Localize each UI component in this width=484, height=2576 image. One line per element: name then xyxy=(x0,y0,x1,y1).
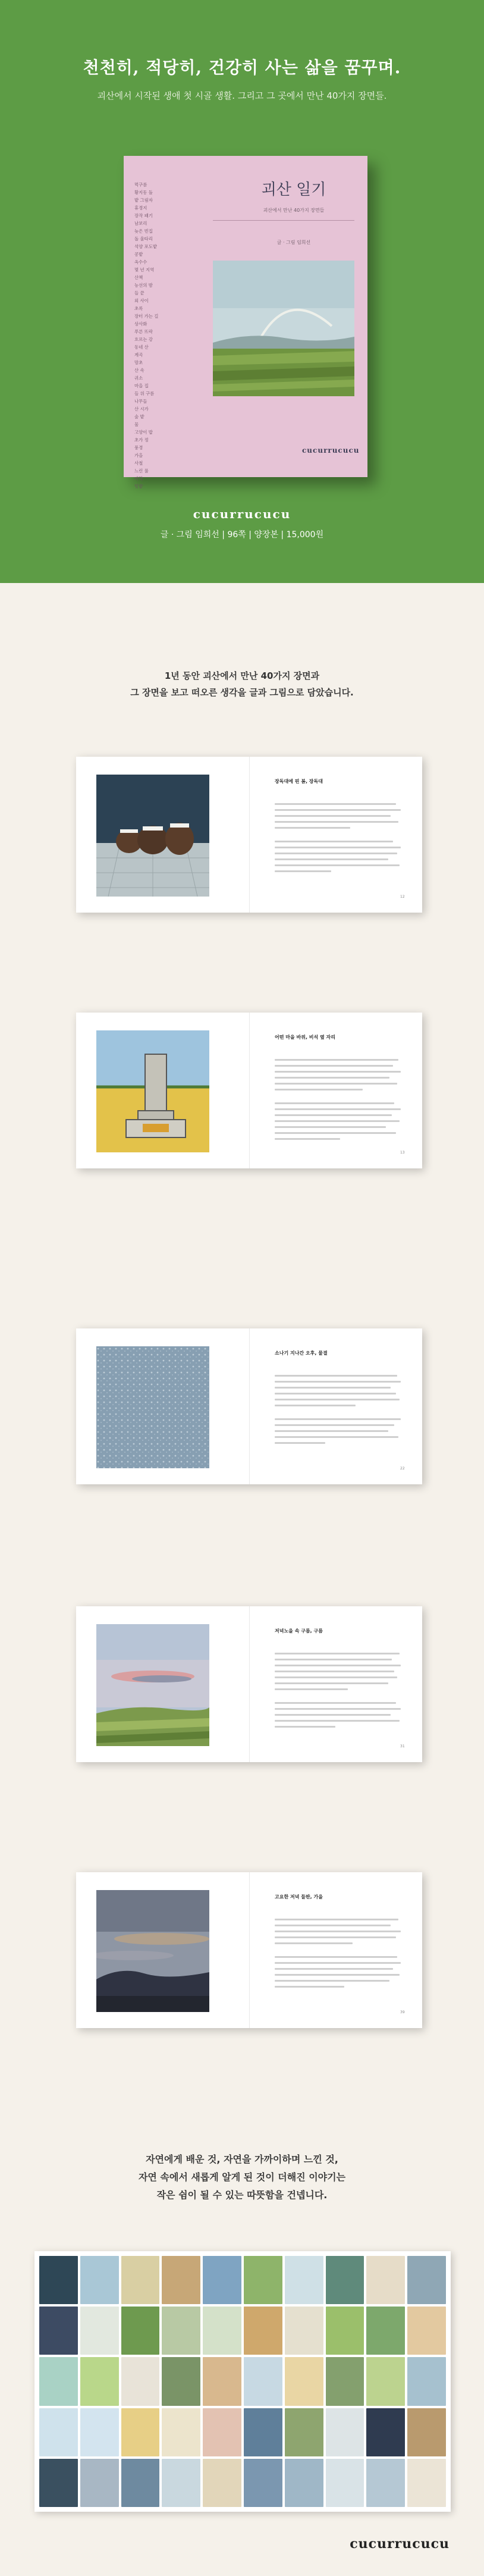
page-number: 22 xyxy=(400,1466,405,1471)
toc-item: 나무들 xyxy=(134,399,147,404)
book-spread xyxy=(76,1013,422,1168)
thumbnail-tile xyxy=(162,2307,200,2355)
page-fold xyxy=(249,757,250,913)
toc-item: 밭 그림자 xyxy=(134,198,153,203)
thumbnail-tile xyxy=(366,2459,405,2507)
thumbnail-tile xyxy=(80,2256,119,2304)
thumbnail-tile xyxy=(80,2307,119,2355)
toc-item: 동네 산 xyxy=(134,344,149,350)
spread-heading: 저녁노을 속 구름, 구름 xyxy=(275,1628,323,1634)
thumbnail-tile xyxy=(366,2307,405,2355)
thumbnail-tile xyxy=(80,2357,119,2405)
thumbnail-tile xyxy=(121,2307,160,2355)
spread-body-text xyxy=(275,1059,401,1144)
toc-item: 황지동 돌 xyxy=(134,190,153,195)
page-number: 31 xyxy=(400,1744,405,1748)
thumbnail-tile xyxy=(39,2459,78,2507)
toc-item: 푸른 뜨락 xyxy=(134,329,153,334)
spread-heading: 고요한 저녁 들판, 가을 xyxy=(275,1894,323,1900)
toc-item: 마을 집 xyxy=(134,383,149,388)
cover-toc xyxy=(134,181,188,490)
thumbnail-tile xyxy=(162,2256,200,2304)
intro-line: 1년 동안 괴산에서 만난 40가지 장면과 xyxy=(164,670,320,681)
thumbnail-tile xyxy=(39,2408,78,2456)
thumbnail-tile xyxy=(244,2459,282,2507)
toc-item: 텃밭 xyxy=(134,484,143,489)
subheadline: 괴산에서 시작된 생애 첫 시골 생활. 그리고 그 곳에서 만난 40가지 장면들. xyxy=(97,90,387,101)
spread-illustration xyxy=(96,775,209,897)
toc-item: 망초 xyxy=(134,360,143,365)
book-tagline: 괴산에서 만난 40가지 장면들 xyxy=(263,208,325,213)
thumbnail-tile xyxy=(121,2357,160,2405)
divider xyxy=(213,220,354,221)
toc-item: 풍경 xyxy=(134,445,143,450)
book-spread xyxy=(76,757,422,913)
thumbnail-tile xyxy=(80,2459,119,2507)
book-spread xyxy=(76,1872,422,2028)
spread-heading: 어떤 마을 바위, 비석 옆 자리 xyxy=(275,1035,335,1040)
thumbnail-tile xyxy=(121,2408,160,2456)
toc-item: 들 끝 xyxy=(134,290,144,296)
thumbnail-tile xyxy=(285,2357,323,2405)
toc-item: 고양이 밥 xyxy=(134,430,153,435)
intro-line: 그 장면을 보고 떠오른 생각을 글과 그림으로 담았습니다. xyxy=(130,687,354,698)
thumbnail-tile xyxy=(285,2408,323,2456)
page-fold xyxy=(249,1013,250,1168)
toc-item: 남보리 xyxy=(134,221,147,226)
outro-line: 자연 속에서 새롭게 알게 된 것이 더해진 이야기는 xyxy=(138,2171,346,2183)
thumbnail-tile xyxy=(39,2256,78,2304)
page-fold xyxy=(249,1872,250,2028)
spread-illustration xyxy=(96,1030,209,1152)
thumbnail-tiles xyxy=(39,2256,446,2507)
thumbnail-tile xyxy=(121,2459,160,2507)
thumbnail-tile xyxy=(407,2256,446,2304)
book-specs: 글 · 그림 임희선 | 96쪽 | 양장본 | 15,000원 xyxy=(160,530,324,540)
toc-item: 옥수수 xyxy=(134,259,147,265)
outro-line: 자연에게 배운 것, 자연을 가까이하며 느낀 것, xyxy=(146,2154,338,2165)
thumbnail-tile xyxy=(407,2408,446,2456)
page-fold xyxy=(249,1328,250,1484)
thumbnail-tile xyxy=(203,2408,241,2456)
toc-item: 능선의 밤 xyxy=(134,283,153,288)
thumbnail-tile xyxy=(203,2357,241,2405)
book-cover xyxy=(124,156,367,489)
toc-item: 늦은 빈집 xyxy=(134,228,153,234)
toc-item: 휴경지 xyxy=(134,205,147,211)
outro-text xyxy=(0,2151,484,2204)
page-number: 12 xyxy=(400,895,405,899)
thumbnail-tile xyxy=(203,2256,241,2304)
toc-item: 산 시가 xyxy=(134,406,149,412)
thumbnail-tile xyxy=(285,2256,323,2304)
spread-body-text xyxy=(275,1375,401,1448)
toc-item: 몇 년 지역 xyxy=(134,267,155,272)
thumbnail-tile xyxy=(326,2307,364,2355)
publisher-logo: cucurrucucu xyxy=(302,446,360,455)
page-fold xyxy=(249,1606,250,1762)
toc-item: 물 xyxy=(134,422,139,427)
toc-item: 초가 정 xyxy=(134,437,149,443)
spread-heading: 장독대에 핀 봄, 장독대 xyxy=(275,779,323,784)
illustration-grid xyxy=(34,2251,451,2512)
thumbnail-tile xyxy=(407,2307,446,2355)
toc-item: 콩밭 xyxy=(134,252,143,257)
thumbnail-tile xyxy=(326,2357,364,2405)
thumbnail-tile xyxy=(162,2408,200,2456)
footer-brand: cucurrucucu xyxy=(350,2536,450,2552)
toc-item: 느린 풀 xyxy=(134,468,149,474)
thumbnail-tile xyxy=(366,2357,405,2405)
toc-item: 장터 가는 길 xyxy=(134,314,159,319)
toc-item: 돌 울타리 xyxy=(134,236,153,242)
thumbnail-tile xyxy=(326,2459,364,2507)
thumbnail-tile xyxy=(326,2256,364,2304)
thumbnail-tile xyxy=(244,2408,282,2456)
spread-body-text xyxy=(275,803,401,876)
toc-item: 가을 xyxy=(134,453,143,458)
thumbnail-tile xyxy=(162,2357,200,2405)
thumbnail-tile xyxy=(121,2256,160,2304)
headline: 천천히, 적당히, 건강히 사는 삶을 꿈꾸며. xyxy=(83,58,401,77)
thumbnail-tile xyxy=(39,2307,78,2355)
toc-item: 산 속 xyxy=(134,368,144,373)
thumbnail-tile xyxy=(80,2408,119,2456)
toc-item: 바닥 xyxy=(134,476,143,481)
intro-text xyxy=(0,667,484,701)
toc-item: 외 사이 xyxy=(134,298,149,303)
spread-body-text xyxy=(275,1653,401,1732)
toc-item: 계곡 xyxy=(134,352,143,358)
book-spread xyxy=(76,1606,422,1762)
hero-section xyxy=(0,0,484,583)
thumbnail-tile xyxy=(407,2459,446,2507)
spread-illustration xyxy=(96,1624,209,1746)
thumbnail-tile xyxy=(244,2256,282,2304)
toc-item: 초록 xyxy=(134,306,143,311)
toc-item: 상사화 xyxy=(134,321,147,327)
toc-item: 산책 xyxy=(134,275,143,280)
thumbnail-tile xyxy=(366,2408,405,2456)
brand-name: cucurrucucu xyxy=(193,507,291,521)
thumbnail-tile xyxy=(203,2459,241,2507)
thumbnail-tile xyxy=(366,2256,405,2304)
toc-item: 사철 xyxy=(134,460,143,466)
thumbnail-tile xyxy=(39,2357,78,2405)
toc-item: 흐르는 강 xyxy=(134,337,153,342)
toc-item: 장작 패기 xyxy=(134,213,153,218)
book-author: 글 · 그림 임희선 xyxy=(276,240,311,245)
thumbnail-tile xyxy=(285,2307,323,2355)
thumbnail-tile xyxy=(203,2307,241,2355)
thumbnail-tile xyxy=(326,2408,364,2456)
page-number: 13 xyxy=(400,1151,405,1155)
thumbnail-tile xyxy=(244,2307,282,2355)
toc-item: 석양 포도밭 xyxy=(134,244,158,249)
book-title: 괴산 일기 xyxy=(261,181,326,199)
thumbnail-tile xyxy=(162,2459,200,2507)
spread-heading: 소나기 지나간 오후, 물결 xyxy=(275,1350,328,1356)
spread-illustration xyxy=(96,1346,209,1468)
toc-item: 숲 밭 xyxy=(134,414,144,419)
outro-line: 작은 쉼이 될 수 있는 따뜻함을 건넵니다. xyxy=(156,2189,328,2201)
book-spread xyxy=(76,1328,422,1484)
cover-illustration xyxy=(213,261,354,396)
spread-body-text xyxy=(275,1919,401,1992)
toc-item: 들 위 구름 xyxy=(134,391,155,396)
toc-item: 귀소 xyxy=(134,375,143,381)
thumbnail-tile xyxy=(285,2459,323,2507)
thumbnail-tile xyxy=(244,2357,282,2405)
toc-item: 먹구름 xyxy=(134,182,147,187)
spread-illustration xyxy=(96,1890,209,2012)
page-number: 39 xyxy=(400,2010,405,2014)
thumbnail-tile xyxy=(407,2357,446,2405)
